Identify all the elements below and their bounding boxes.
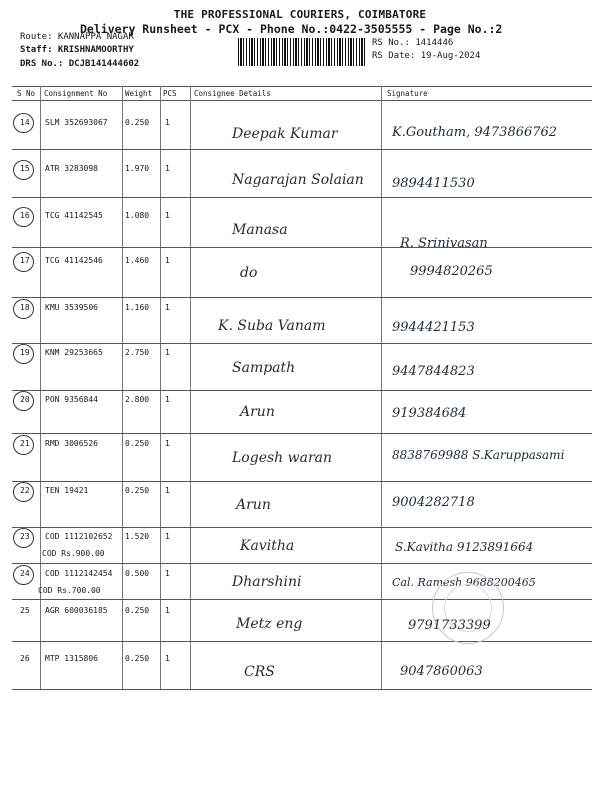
row-sno: 16 xyxy=(20,211,30,220)
row-consignment: COD 1112142454 xyxy=(45,569,113,578)
row-sno: 25 xyxy=(20,606,30,615)
row-cod-amount: COD Rs.700.00 xyxy=(38,586,101,595)
consignee-handwritten: Metz eng xyxy=(236,616,303,632)
row-pcs: 1 xyxy=(165,569,170,578)
row-divider xyxy=(12,599,592,600)
row-consignment: PON 9356844 xyxy=(45,395,98,404)
row-pcs: 1 xyxy=(165,256,170,265)
row-pcs: 1 xyxy=(165,164,170,173)
row-weight: 2.800 xyxy=(125,395,150,404)
row-pcs: 1 xyxy=(165,439,170,448)
row-divider xyxy=(12,343,592,344)
row-cod-amount: COD Rs.900.00 xyxy=(42,549,105,558)
table-header-line xyxy=(12,100,592,101)
signature-handwritten: S.Kavitha 9123891664 xyxy=(395,540,534,554)
signature-handwritten: 9994820265 xyxy=(410,264,493,279)
row-sno: 19 xyxy=(20,348,30,357)
consignee-handwritten: K. Suba Vanam xyxy=(218,318,326,334)
row-consignment: COD 1112102652 xyxy=(45,532,113,541)
row-divider xyxy=(12,197,592,198)
row-pcs: 1 xyxy=(165,211,170,220)
row-weight: 0.250 xyxy=(125,654,150,663)
consignee-handwritten: Arun xyxy=(236,497,271,513)
consignee-handwritten: CRS xyxy=(244,664,275,680)
row-sno: 26 xyxy=(20,654,30,663)
row-divider xyxy=(12,247,592,248)
row-weight: 1.460 xyxy=(125,256,150,265)
row-divider xyxy=(12,149,592,150)
row-consignment: TCG 41142545 xyxy=(45,211,103,220)
row-divider xyxy=(12,390,592,391)
table-top-line xyxy=(12,86,592,87)
row-weight: 2.750 xyxy=(125,348,150,357)
consignee-handwritten: Logesh waran xyxy=(232,450,333,466)
route: Route: KANNAPPA NAGAR xyxy=(20,32,134,42)
consignee-handwritten: Sampath xyxy=(232,360,296,376)
signature-handwritten: 9047860063 xyxy=(400,664,483,679)
row-pcs: 1 xyxy=(165,654,170,663)
row-consignment: AGR 600036185 xyxy=(45,606,108,615)
col-weight: Weight xyxy=(125,89,153,98)
row-pcs: 1 xyxy=(165,486,170,495)
row-consignment: MTP 1315806 xyxy=(45,654,98,663)
row-consignment: KMU 3539506 xyxy=(45,303,98,312)
signature-handwritten: 9894411530 xyxy=(392,176,475,191)
row-consignment: TCG 41142546 xyxy=(45,256,103,265)
col-sno: S No xyxy=(17,89,36,98)
rs-date: RS Date: 19-Aug-2024 xyxy=(372,51,481,61)
signature-handwritten: Cal. Ramesh 9688200465 xyxy=(392,576,536,589)
col-consignee-details: Consignee Details xyxy=(194,89,271,98)
signature-handwritten: 9447844823 xyxy=(392,364,475,379)
col-pcs: PCS xyxy=(163,89,177,98)
row-weight: 0.250 xyxy=(125,486,150,495)
row-divider xyxy=(12,563,592,564)
rs-number: RS No.: 1414446 xyxy=(372,38,454,48)
consignee-handwritten: Deepak Kumar xyxy=(232,126,338,142)
row-sno: 24 xyxy=(20,569,30,578)
consignee-handwritten: Manasa xyxy=(232,222,288,238)
col-signature: Signature xyxy=(387,89,428,98)
signature-handwritten: 8838769988 S.Karuppasami xyxy=(392,448,565,462)
row-sno: 21 xyxy=(20,439,30,448)
signature-handwritten: 9944421153 xyxy=(392,320,475,335)
row-weight: 0.250 xyxy=(125,118,150,127)
row-pcs: 1 xyxy=(165,118,170,127)
row-weight: 1.080 xyxy=(125,211,150,220)
signature-handwritten: R. Srinivasan xyxy=(400,236,488,251)
row-sno: 18 xyxy=(20,303,30,312)
row-sno: 23 xyxy=(20,532,30,541)
drs-number: DRS No.: DCJB141444602 xyxy=(20,59,140,69)
consignee-handwritten: Nagarajan Solaian xyxy=(232,172,364,188)
row-weight: 0.500 xyxy=(125,569,150,578)
row-pcs: 1 xyxy=(165,303,170,312)
row-weight: 1.520 xyxy=(125,532,150,541)
consignee-handwritten: Kavitha xyxy=(240,538,295,554)
row-divider xyxy=(12,641,592,642)
row-pcs: 1 xyxy=(165,606,170,615)
consignee-handwritten: do xyxy=(240,265,258,281)
barcode xyxy=(238,38,366,66)
row-divider xyxy=(12,527,592,528)
company-name: THE PROFESSIONAL COURIERS, COIMBATORE xyxy=(173,8,427,21)
row-weight: 1.970 xyxy=(125,164,150,173)
row-consignment: SLM 352693067 xyxy=(45,118,108,127)
row-consignment: ATR 3283098 xyxy=(45,164,98,173)
row-weight: 0.250 xyxy=(125,439,150,448)
row-consignment: TEN 19421 xyxy=(45,486,89,495)
signature-handwritten: 919384684 xyxy=(392,406,467,421)
signature-handwritten: 9791733399 xyxy=(408,618,491,633)
runsheet-title: Delivery Runsheet - PCX - Phone No.:0422-3505555 - Page No.:2 xyxy=(80,22,503,36)
row-sno: 20 xyxy=(20,395,30,404)
consignee-handwritten: Dharshini xyxy=(232,574,302,590)
signature-handwritten: 9004282718 xyxy=(392,495,475,510)
row-weight: 1.160 xyxy=(125,303,150,312)
row-pcs: 1 xyxy=(165,532,170,541)
row-sno: 17 xyxy=(20,256,30,265)
row-divider xyxy=(12,481,592,482)
col-consignment: Consignment No xyxy=(44,89,108,98)
staff: Staff: KRISHNAMOORTHY xyxy=(20,45,134,55)
row-consignment: KNM 29253665 xyxy=(45,348,103,357)
signature-handwritten: K.Goutham, 9473866762 xyxy=(392,125,558,140)
row-sno: 15 xyxy=(20,164,30,173)
row-sno: 14 xyxy=(20,118,30,127)
row-pcs: 1 xyxy=(165,395,170,404)
row-divider xyxy=(12,433,592,434)
row-consignment: RMD 3006526 xyxy=(45,439,98,448)
row-divider xyxy=(12,297,592,298)
row-weight: 0.250 xyxy=(125,606,150,615)
row-pcs: 1 xyxy=(165,348,170,357)
table-bottom-line xyxy=(12,689,592,690)
consignee-handwritten: Arun xyxy=(240,404,275,420)
row-sno: 22 xyxy=(20,486,30,495)
